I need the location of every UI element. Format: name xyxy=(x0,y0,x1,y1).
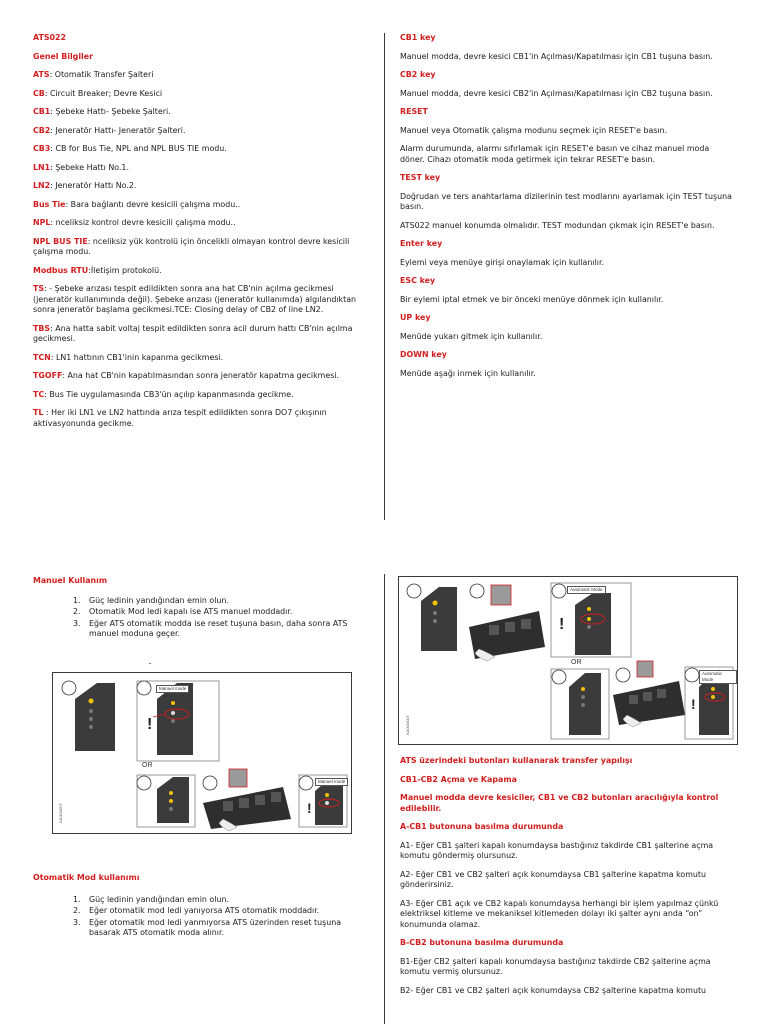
device-panel xyxy=(421,587,457,651)
step-circle xyxy=(552,670,566,684)
or-label: OR xyxy=(571,659,582,666)
definition-term: TC xyxy=(33,389,45,399)
device-panel xyxy=(569,673,601,735)
step-circle xyxy=(552,584,566,598)
key-description: Manuel modda, devre kesici CB2'in Açılması/Kapatılması için CB2 tuşuna basın. xyxy=(400,88,713,98)
led xyxy=(171,711,175,715)
auto-usage-title: Otomatik Mod kullanımı xyxy=(33,873,140,882)
definition-term: LN2 xyxy=(33,181,51,190)
manual-steps-list xyxy=(33,596,368,640)
auto-usage-block xyxy=(33,873,368,949)
led xyxy=(433,601,438,606)
definition-text: :İletişim protokolü. xyxy=(88,265,162,275)
definition-text: : Circuit Breaker; Devre Kesici xyxy=(44,88,163,98)
body-paragraph: B2- Eğer CB1 ve CB2 şalteri açık konumdaysa CB2 şalterine kapatma komutu xyxy=(400,985,707,995)
transfer-heading: ATS üzerindeki butonları kullanarak transfer yapılışı xyxy=(400,756,633,765)
definition-term: NPL xyxy=(33,218,51,227)
definition-item xyxy=(33,218,368,229)
automatic-mode-tag-2: Automatic Mode xyxy=(699,670,737,684)
led xyxy=(169,799,173,803)
manual-mode-tag-2: Manuel mode xyxy=(315,778,348,786)
step-item: 1. Güç ledinin yandığından emin olun. xyxy=(83,596,368,607)
automatic-mode-figure xyxy=(398,576,738,745)
definition-text: : Ana hat CB'nin kapatılmasından sonra jeneratör kapatma gecikmesi. xyxy=(62,371,340,380)
automatic-mode-illustration xyxy=(399,577,737,744)
key-title: RESET xyxy=(400,107,428,116)
led xyxy=(171,719,175,723)
key-description: Doğrudan ve ters anahtarlama dizilerinin test modlarını ayarlamak için TEST tuşuna basın. xyxy=(400,191,732,211)
step-circle xyxy=(470,584,484,598)
device-panel xyxy=(75,683,115,751)
led xyxy=(325,793,329,797)
keys-list xyxy=(400,33,735,379)
definition-term: NPL BUS TIE xyxy=(33,236,88,246)
reset-key-highlight xyxy=(491,585,511,605)
led xyxy=(89,699,94,704)
key-description: Eylemi veya menüye girişi onaylamak için kullanılır. xyxy=(400,257,604,267)
led xyxy=(587,625,591,629)
definition-item xyxy=(33,144,368,155)
led xyxy=(89,717,93,721)
led xyxy=(169,807,173,811)
key-title: ESC key xyxy=(400,276,436,285)
definition-item xyxy=(33,371,368,382)
left-bottom-column xyxy=(33,576,368,650)
definition-term: TCN xyxy=(33,352,51,362)
definition-text: : CB for Bus Tie, NPL and NPL BUS TIE modu. xyxy=(50,144,227,153)
definition-term: TL xyxy=(33,408,44,417)
key-title: TEST key xyxy=(400,173,441,182)
step-circle xyxy=(62,681,76,695)
step-item: 3. Eğer otomatik mod ledi yanmıyorsa ATS üzerinden reset tuşuna basarak ATS otomatik moda alınır. xyxy=(83,918,368,939)
led xyxy=(89,725,93,729)
led xyxy=(433,619,437,623)
step-item: 2. Otomatik Mod ledi kapalı ise ATS manuel moddadır. xyxy=(83,607,368,618)
key-title: UP key xyxy=(400,313,431,322)
definition-term: CB2 xyxy=(33,125,51,135)
auto-steps-list xyxy=(33,895,368,939)
definition-term: TS xyxy=(33,284,45,293)
definition-term: LN1 xyxy=(33,162,51,172)
definition-text: : nceliksiz yük kontrolü için öncelikli olmayan kontrol devre kesicili çalışma modu. xyxy=(33,236,350,256)
right-top-column xyxy=(400,33,735,387)
definition-term: ATS xyxy=(33,70,50,79)
manual-mode-figure xyxy=(52,672,352,834)
svg-text:!: ! xyxy=(691,696,696,712)
small-mark xyxy=(149,663,151,664)
figure-code: KA00345IT xyxy=(58,802,63,823)
step-item: 1. Güç ledinin yandığından emin olun. xyxy=(83,895,368,906)
definitions-list xyxy=(33,70,368,429)
led xyxy=(587,607,591,611)
definition-term: CB xyxy=(33,88,45,98)
definition-text: : Otomatik Transfer Şalteri xyxy=(49,70,154,79)
doc-title: ATS022 xyxy=(33,33,67,42)
definition-item xyxy=(33,390,368,401)
manual-mode-illustration xyxy=(53,673,351,833)
svg-text:!: ! xyxy=(307,800,312,816)
column-divider-top xyxy=(384,33,385,520)
manual-mode-tag: Manuel mode xyxy=(156,685,189,693)
step-circle xyxy=(616,668,630,682)
definition-text: : Ana hatta sabit voltaj tespit edildikten sonra acil durum hattı CB'nin açılma gecikmesi. xyxy=(33,323,353,343)
step-circle xyxy=(137,681,151,695)
definition-text: : Jeneratör Hattı- Jeneratör Şalteri. xyxy=(50,125,186,135)
definition-item xyxy=(33,163,368,174)
key-title: DOWN key xyxy=(400,350,447,359)
key-title: CB2 key xyxy=(400,70,436,79)
led xyxy=(711,695,715,699)
definition-item xyxy=(33,237,368,258)
left-top-column xyxy=(33,33,368,437)
device-panel xyxy=(157,777,189,823)
key-description: Alarm durumunda, alarmı sıfırlamak için RESET'e basın ve cihaz manuel moda döner. Cihazı otomatik moda getirmek için tekrar RESET'e basın. xyxy=(400,144,710,164)
definition-item xyxy=(33,107,368,118)
step-item: 3. Eğer ATS otomatik modda ise reset tuşuna basın, daha sonra ATS manuel moduna geçer. xyxy=(83,619,368,640)
key-title: CB1 key xyxy=(400,33,436,42)
led xyxy=(711,687,715,691)
definition-item xyxy=(33,89,368,100)
right-bottom-text xyxy=(400,756,735,1004)
definition-text: : nceliksiz kontrol devre kesicili çalışma modu.. xyxy=(50,218,236,227)
key-description: ATS022 manuel konumda olmalıdır. TEST modundan çıkmak için RESET'e basın. xyxy=(400,220,715,230)
figure-code: KA00344IT xyxy=(405,714,410,735)
led xyxy=(581,687,585,691)
key-description: Manuel veya Otomatik çalışma modunu seçmek için RESET'e basın. xyxy=(400,125,668,135)
led xyxy=(433,611,437,615)
led xyxy=(171,701,175,705)
body-paragraph: A2- Eğer CB1 ve CB2 şalteri açık konumdaysa CB1 şalterine kapatma komutu gönderirsiniz. xyxy=(400,869,707,889)
definition-item xyxy=(33,181,368,192)
body-paragraph: B1-Eğer CB2 şalteri kapalı konumdaysa bastığınız takdirde CB2 şalterine açma komutu vermiş olursunuz. xyxy=(400,956,711,976)
reset-key-highlight xyxy=(637,661,653,677)
definition-term: CB1 xyxy=(33,107,51,116)
body-paragraph: A3- Eğer CB1 açık ve CB2 kapalı konumdaysa herhangi bir işlem yapılmaz çünkü elektriksel kitleme ve mekaniksel kitlemeden dolayı iki şalter aynı anda “on” konumunda olamaz. xyxy=(400,898,719,929)
led xyxy=(325,801,329,805)
step-circle xyxy=(203,776,217,790)
definition-text: : Her iki LN1 ve LN2 hattında arıza tespit edildikten sonra DO7 çıkışının aktivasyonunda gecikme. xyxy=(33,408,327,428)
step-circle xyxy=(685,668,699,682)
definition-item xyxy=(33,266,368,277)
step-circle xyxy=(137,776,151,790)
cb1-button-paragraphs xyxy=(400,841,735,931)
key-description: Bir eylemi iptal etmek ve bir önceki menüye dönmek için kullanılır. xyxy=(400,294,664,304)
led xyxy=(581,703,585,707)
key-description: Menüde aşağı inmek için kullanılır. xyxy=(400,368,536,378)
cb2-button-heading: B-CB2 butonuna basılma durumunda xyxy=(400,938,564,947)
step-circle xyxy=(407,584,421,598)
definition-text: : Jeneratör Hattı No.2. xyxy=(50,181,137,190)
definition-term: TBS xyxy=(33,323,51,333)
led xyxy=(89,709,93,713)
led xyxy=(587,617,591,621)
column-divider-bottom xyxy=(384,574,385,1024)
definition-term: Bus Tie xyxy=(33,199,66,209)
manual-usage-title: Manuel Kullanım xyxy=(33,576,108,585)
definition-text: : Şebeke Hattı No.1. xyxy=(50,162,129,172)
cb2-button-paragraphs xyxy=(400,957,735,997)
led xyxy=(581,695,585,699)
svg-text:!: ! xyxy=(559,616,565,633)
definition-text: : Bara bağlantı devre kesicili çalışma modu.. xyxy=(65,199,241,209)
definition-item xyxy=(33,324,368,345)
step-item: 2. Eğer otomatik mod ledi yanıyorsa ATS otomatik moddadır. xyxy=(83,906,368,917)
key-description: Menüde yukarı gitmek için kullanılır. xyxy=(400,331,543,341)
definition-item xyxy=(33,284,368,316)
svg-text:!: ! xyxy=(147,716,153,733)
definition-text: : Şebeke Hattı- Şebeke Şalteri. xyxy=(50,107,171,116)
body-paragraph: A1- Eğer CB1 şalteri kapalı konumdaysa bastığınız takdirde CB1 şalterine açma komutu göndermiş olursunuz. xyxy=(400,840,714,860)
definition-text: : - Şebeke arızası tespit edildikten sonra ana hat CB'nin açılma gecikmesi (jeneratör kullanımında değil). Şebeke arızası (jeneratör kullanımda) algılandıktan sonra jeneratör başlama gecikmesi.TCE: Closing delay of CB2 of line LN2. xyxy=(33,284,357,314)
definition-item xyxy=(33,353,368,364)
key-description: Manuel modda, devre kesici CB1'in Açılması/Kapatılması için CB1 tuşuna basın. xyxy=(400,51,713,61)
cb1-button-heading: A-CB1 butonuna basılma durumunda xyxy=(400,822,564,831)
manual-control-heading: Manuel modda devre kesiciler, CB1 ve CB2 butonları aracılığıyla kontrol edilebilir. xyxy=(400,793,719,813)
definition-term: CB3 xyxy=(33,144,51,153)
section-general-info: Genel Bilgiler xyxy=(33,51,93,61)
step-circle xyxy=(299,776,313,790)
key-title: Enter key xyxy=(400,239,443,248)
cb1-cb2-heading: CB1-CB2 Açma ve Kapama xyxy=(400,774,517,784)
definition-item xyxy=(33,200,368,211)
reset-key-highlight xyxy=(229,769,247,787)
definition-text: : LN1 hattının CB1'inin kapanma gecikmesi. xyxy=(50,352,224,362)
automatic-mode-tag: Automatic Mode xyxy=(567,586,606,594)
definition-term: TGOFF xyxy=(33,371,63,380)
definition-item xyxy=(33,126,368,137)
definition-term: Modbus RTU xyxy=(33,265,89,275)
led xyxy=(169,791,173,795)
definition-item xyxy=(33,408,368,429)
or-label: OR xyxy=(142,762,153,769)
definition-text: : Bus Tie uygulamasında CB3'ün açılıp kapanmasında gecikme. xyxy=(44,389,294,399)
definition-item xyxy=(33,70,368,81)
